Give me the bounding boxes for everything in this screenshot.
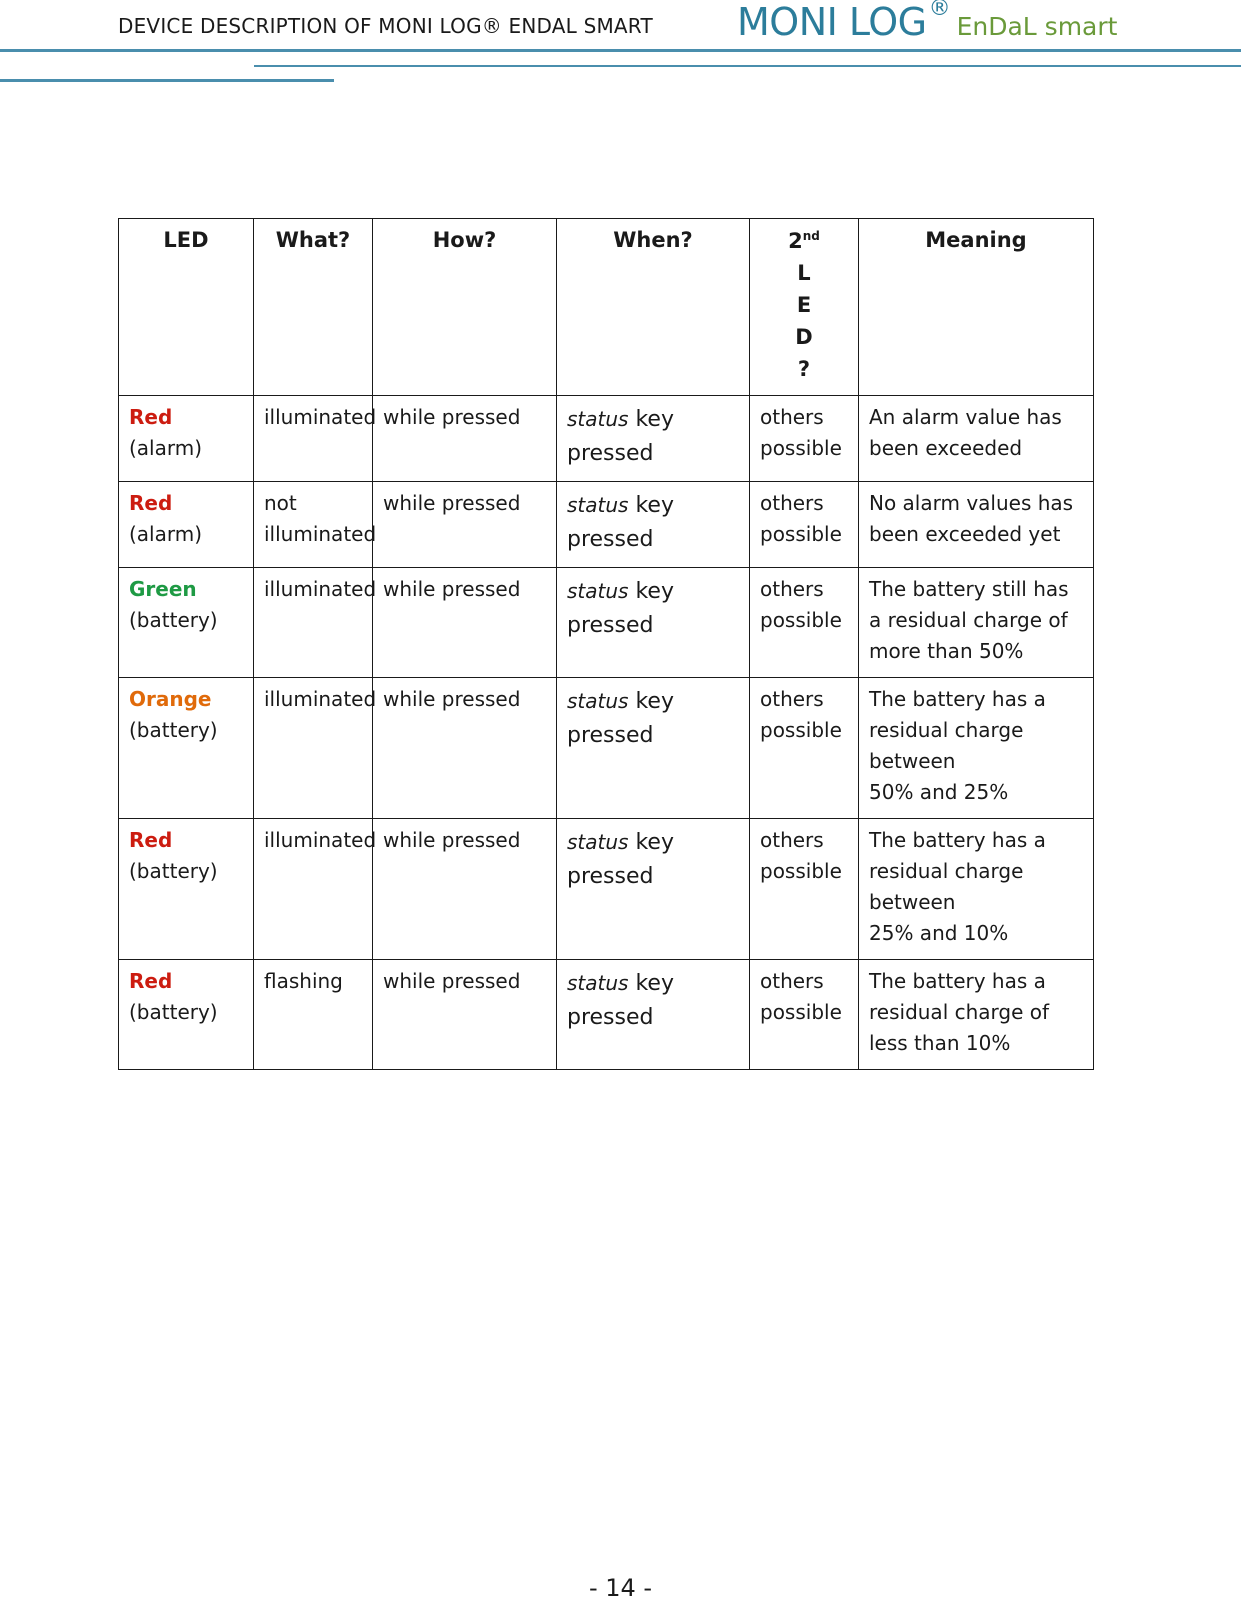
page-number: - 14 - [588, 1574, 653, 1602]
second-led-cell: others possible [750, 396, 859, 482]
led-color-label: Red [129, 491, 173, 515]
header-second-led-ordinal: 2nd [788, 229, 820, 253]
table-header-row [119, 219, 1094, 396]
header-what: What? [254, 219, 373, 396]
how-cell: while pressed [373, 819, 557, 960]
when-cell: status key pressed [557, 396, 750, 482]
table-row [119, 482, 1094, 568]
how-cell: while pressed [373, 960, 557, 1070]
when-cell: status key pressed [557, 678, 750, 819]
led-cell [119, 568, 254, 678]
led-type-label: (battery) [129, 859, 218, 883]
when-cell: status key pressed [557, 819, 750, 960]
what-cell: illuminated [254, 678, 373, 819]
how-cell: while pressed [373, 482, 557, 568]
second-led-cell: others possible [750, 482, 859, 568]
led-type-label: (battery) [129, 1000, 218, 1024]
led-type-label: (battery) [129, 608, 218, 632]
header-rule-middle [254, 65, 1241, 67]
meaning-cell: The battery still has a residual charge of more than 50% [859, 568, 1094, 678]
second-led-cell: others possible [750, 960, 859, 1070]
table-row [119, 568, 1094, 678]
led-color-label: Red [129, 828, 173, 852]
led-cell [119, 960, 254, 1070]
how-cell: while pressed [373, 396, 557, 482]
brand-registered-mark: ® [928, 0, 951, 21]
led-cell [119, 482, 254, 568]
led-type-label: (alarm) [129, 522, 203, 546]
led-cell [119, 819, 254, 960]
led-color-label: Orange [129, 687, 212, 711]
meaning-cell: An alarm value has been exceeded [859, 396, 1094, 482]
meaning-cell: No alarm values has been exceeded yet [859, 482, 1094, 568]
second-led-cell: others possible [750, 568, 859, 678]
header-rule-lower [0, 79, 334, 82]
header-how: How? [373, 219, 557, 396]
led-status-table [118, 218, 1094, 1070]
second-led-cell: others possible [750, 678, 859, 819]
led-color-label: Red [129, 405, 173, 429]
meaning-cell: The battery has a residual charge between 25% and 10% [859, 819, 1094, 960]
table-row [119, 819, 1094, 960]
table-row [119, 396, 1094, 482]
second-led-cell: others possible [750, 819, 859, 960]
header-rule-top [0, 49, 1241, 52]
led-color-label: Red [129, 969, 173, 993]
led-cell [119, 396, 254, 482]
header-when: When? [557, 219, 750, 396]
what-cell: illuminated [254, 819, 373, 960]
how-cell: while pressed [373, 678, 557, 819]
what-cell: not illuminated [254, 482, 373, 568]
header-led: LED [119, 219, 254, 396]
brand-main: MONI LOG [737, 0, 927, 44]
led-cell [119, 678, 254, 819]
header-second-led: 2nd L E D ? [750, 219, 859, 396]
brand-sub: EnDaL smart [956, 12, 1118, 41]
document-title: DEVICE DESCRIPTION OF MONI LOG® ENDAL SMART [118, 14, 653, 38]
table-row [119, 960, 1094, 1070]
when-cell: status key pressed [557, 568, 750, 678]
led-type-label: (battery) [129, 718, 218, 742]
meaning-cell: The battery has a residual charge between 50% and 25% [859, 678, 1094, 819]
what-cell: illuminated [254, 396, 373, 482]
meaning-cell: The battery has a residual charge of less than 10% [859, 960, 1094, 1070]
table-row [119, 678, 1094, 819]
header-meaning: Meaning [859, 219, 1094, 396]
how-cell: while pressed [373, 568, 557, 678]
led-color-label: Green [129, 577, 197, 601]
when-cell: status key pressed [557, 482, 750, 568]
led-type-label: (alarm) [129, 436, 203, 460]
what-cell: illuminated [254, 568, 373, 678]
when-cell: status key pressed [557, 960, 750, 1070]
what-cell: flashing [254, 960, 373, 1070]
brand-logo [737, 0, 1117, 44]
